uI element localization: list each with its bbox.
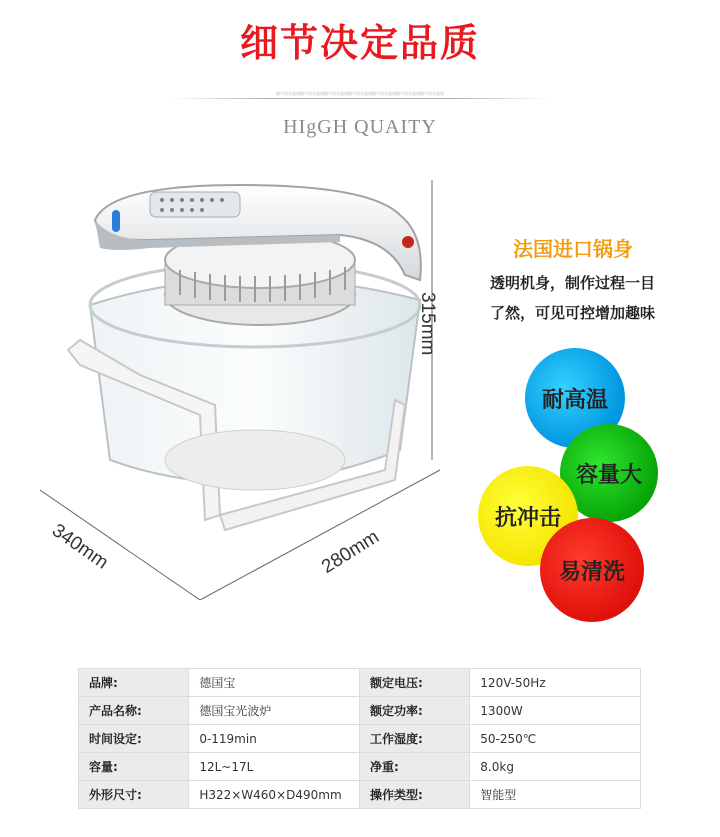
feature-bubble-easy-clean: 易清洗 — [540, 518, 644, 622]
spec-label: 净重: — [359, 753, 469, 781]
spec-label: 外形尺寸: — [79, 781, 189, 809]
spec-value: 120V-50Hz — [470, 669, 641, 697]
spec-label: 容量: — [79, 753, 189, 781]
table-row — [79, 725, 641, 753]
spec-value: 8.0kg — [470, 753, 641, 781]
spec-value: 德国宝光波炉 — [189, 697, 360, 725]
feature-heading: 法国进口锅身 — [513, 237, 633, 261]
depth-dimension: 340mm — [47, 520, 112, 574]
spec-label: 品牌: — [79, 669, 189, 697]
spec-label: 额定功率: — [359, 697, 469, 725]
spec-label: 时间设定: — [79, 725, 189, 753]
halogen-oven-image — [40, 160, 450, 600]
spec-label: 产品名称: — [79, 697, 189, 725]
feature-bubble-large-capacity: 容量大 — [560, 424, 658, 522]
feature-bubble-impact-resistant: 抗冲击 — [478, 466, 578, 566]
page-subtitle: HIgGH QUAITY — [283, 116, 437, 138]
feature-bubble-heat-resistant: 耐高温 — [525, 348, 625, 448]
spec-label: 操作类型: — [359, 781, 469, 809]
spec-label: 工作湿度: — [359, 725, 469, 753]
height-dimension: 315mm — [417, 292, 438, 356]
table-row — [79, 669, 641, 697]
spec-value: 智能型 — [470, 781, 641, 809]
spec-value: 50-250℃ — [470, 725, 641, 753]
table-row — [79, 697, 641, 725]
feature-description-line: 透明机身，制作过程一目 — [490, 274, 656, 292]
width-dimension: 280mm — [318, 526, 383, 578]
feature-description-line: 了然，可见可控增加趣味 — [490, 304, 656, 322]
spec-label: 额定电压: — [359, 669, 469, 697]
spec-value: 0-119min — [189, 725, 360, 753]
table-row — [79, 781, 641, 809]
spec-value: 12L~17L — [189, 753, 360, 781]
spec-table — [78, 668, 641, 809]
page-title: 细节决定品质 — [239, 21, 480, 65]
spec-value: 1300W — [470, 697, 641, 725]
spec-value: H322×W460×D490mm — [189, 781, 360, 809]
table-row — [79, 753, 641, 781]
decorative-rule-text: 细节决定品质细节决定品质细节决定品质细节决定品质细节决定品质细节决定品质细节决定品质 — [276, 91, 444, 96]
title-divider — [170, 98, 550, 99]
spec-value: 德国宝 — [189, 669, 360, 697]
